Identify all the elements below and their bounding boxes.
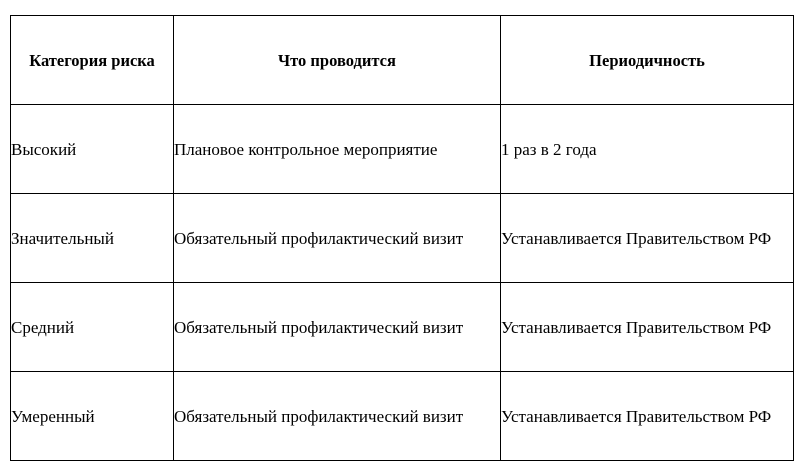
- activity-cell: Плановое контрольное мероприятие: [174, 105, 501, 194]
- periodicity-cell: Устанавливается Правительством РФ: [501, 194, 794, 283]
- periodicity-cell: 1 раз в 2 года: [501, 105, 794, 194]
- table-row: [11, 283, 794, 372]
- header-activity: Что проводится: [174, 16, 501, 105]
- header-periodicity: Периодичность: [501, 16, 794, 105]
- table-row: [11, 372, 794, 461]
- activity-cell: Обязательный профилактический визит: [174, 283, 501, 372]
- periodicity-cell: Устанавливается Правительством РФ: [501, 372, 794, 461]
- header-risk-category: Категория риска: [11, 16, 174, 105]
- risk-category-cell: Значительный: [11, 194, 174, 283]
- risk-category-table: [10, 15, 794, 461]
- table-row: [11, 105, 794, 194]
- risk-category-cell: Высокий: [11, 105, 174, 194]
- risk-category-cell: Умеренный: [11, 372, 174, 461]
- activity-cell: Обязательный профилактический визит: [174, 372, 501, 461]
- table-row: [11, 194, 794, 283]
- periodicity-cell: Устанавливается Правительством РФ: [501, 283, 794, 372]
- risk-category-cell: Средний: [11, 283, 174, 372]
- activity-cell: Обязательный профилактический визит: [174, 194, 501, 283]
- table-header-row: [11, 16, 794, 105]
